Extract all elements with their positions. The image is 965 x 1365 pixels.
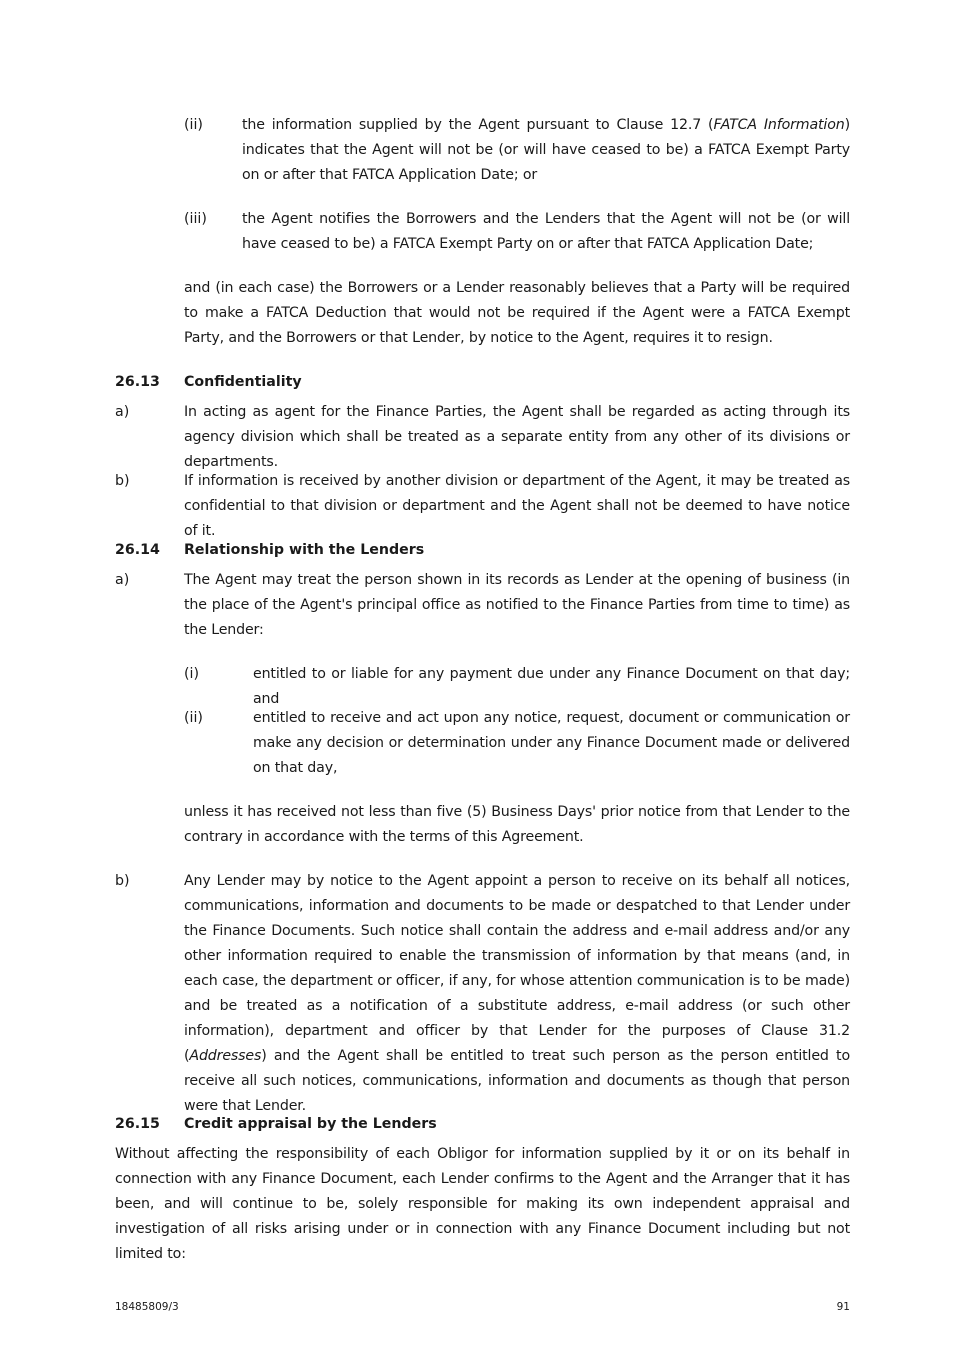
s2614-ii-text: entitled to receive and act upon any notice, request, document or communication or make any decision or determination under any Finance Document made or delivered on that day, bbox=[253, 710, 850, 776]
s2614-b-text bbox=[184, 869, 850, 1119]
item-iii-text: the Agent notifies the Borrowers and the Lenders that the Agent will not be (or will have ceased to be) a FATCA Exempt Party on or after that FATCA Application Date; bbox=[242, 211, 850, 252]
section-26-14-title: Relationship with the Lenders bbox=[184, 542, 425, 558]
s2613-b-text: If information is received by another division or department of the Agent, it may be treated as confidential to that division or department and the Agent shall not be deemed to have notice of it. bbox=[184, 473, 850, 539]
section-26-13-title: Confidentiality bbox=[184, 374, 302, 390]
s2614-i-text: entitled to or liable for any payment due under any Finance Document on that day; and bbox=[253, 666, 850, 707]
s2614-b-text-a: Any Lender may by notice to the Agent appoint a person to receive on its behalf all notices, communications, information and documents to be made or despatched to that Lender under the Finance Documents. Such notice shall contain the address and e-mail address and/or any other information required to enable the transmission of information by that means (and, in each case, the department or officer, if any, for whose attention communication is to be made) and be treated as a notification of a substitute address, e-mail address (or such other information), department and officer by that Lender for the purposes of Clause 31.2 ( bbox=[184, 873, 850, 1064]
footer-doc-ref: 18485809/3 bbox=[115, 1301, 179, 1313]
s2613-a-label: a) bbox=[115, 404, 130, 420]
s2614-unless-paragraph: unless it has received not less than five (5) Business Days' prior notice from that Lender to the contrary in accordance with the terms of this Agreement. bbox=[184, 804, 850, 845]
section-26-15-number: 26.15 bbox=[115, 1116, 160, 1132]
section-26-14-number: 26.14 bbox=[115, 542, 160, 558]
s2614-b-label: b) bbox=[115, 873, 130, 889]
footer-page-number: 91 bbox=[836, 1301, 850, 1313]
item-ii-text bbox=[242, 113, 850, 188]
item-ii-label: (ii) bbox=[184, 117, 203, 133]
s2614-a-text: The Agent may treat the person shown in its records as Lender at the opening of business (in the place of the Agent's principal office as notified to the Finance Parties from time to time) as the Lender: bbox=[184, 572, 850, 638]
section-26-15-title: Credit appraisal by the Lenders bbox=[184, 1116, 437, 1132]
item-ii-text-italic: FATCA Information bbox=[713, 117, 845, 133]
section-26-13-number: 26.13 bbox=[115, 374, 160, 390]
s2614-b-text-italic: Addresses bbox=[189, 1048, 262, 1064]
s2614-b-text-b: ) and the Agent shall be entitled to treat such person as the person entitled to receive all such notices, communications, information and documents as though that person were that Lender. bbox=[184, 1048, 850, 1114]
s2613-a-text: In acting as agent for the Finance Parties, the Agent shall be regarded as acting through its agency division which shall be treated as a separate entity from any other of its divisions or departments. bbox=[184, 404, 850, 470]
s2613-b-label: b) bbox=[115, 473, 130, 489]
in-each-case-paragraph: and (in each case) the Borrowers or a Lender reasonably believes that a Party will be required to make a FATCA Deduction that would not be required if the Agent were a FATCA Exempt Party, and the Borrowers or that Lender, by notice to the Agent, requires it to resign. bbox=[184, 280, 850, 346]
s2614-ii-label: (ii) bbox=[184, 710, 203, 726]
item-iii-label: (iii) bbox=[184, 211, 207, 227]
s2615-paragraph: Without affecting the responsibility of each Obligor for information supplied by it or on its behalf in connection with any Finance Document, each Lender confirms to the Agent and the Arranger that it has been, and will continue to be, solely responsible for making its own independent appraisal and investigation of all risks arising under or in connection with any Finance Document including but not limited to: bbox=[115, 1146, 850, 1262]
s2614-i-label: (i) bbox=[184, 666, 200, 682]
item-ii-text-b: ) indicates that the Agent will not be (or will have ceased to be) a FATCA Exempt Party on or after that FATCA Application Date; or bbox=[242, 117, 850, 183]
item-ii-text-a: the information supplied by the Agent pursuant to Clause 12.7 ( bbox=[242, 117, 714, 133]
s2614-a-label: a) bbox=[115, 572, 130, 588]
